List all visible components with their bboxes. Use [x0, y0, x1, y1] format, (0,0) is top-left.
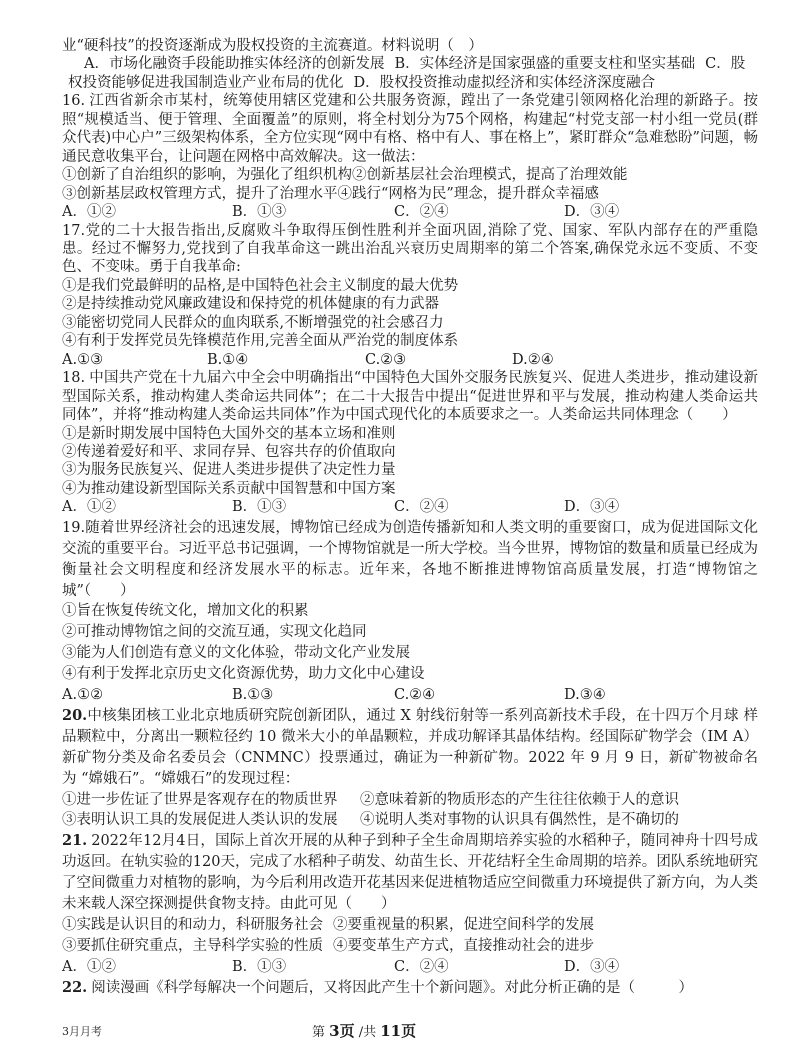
question-number: 19. [62, 519, 86, 536]
question-stem: 业“硬科技”的投资逐渐成为股权投资的主流赛道。材料说明（ ） [62, 38, 483, 54]
question-20 [62, 706, 758, 831]
statement-1: ①旨在恢复传统文化，增加文化的积累 [62, 603, 309, 620]
question-17 [62, 222, 758, 370]
statement-1: ①是我们党最鲜明的品格,是中国特色社会主义制度的最大优势 [62, 277, 459, 294]
statement-1: ①进一步佐证了世界是客观存在的物质世界 [62, 791, 338, 808]
statement-2: ②是持续推动党风廉政建设和保持党的机体健康的有力武器 [62, 296, 439, 313]
statement-1: ①创新了自治组织的影响，为强化了组织机构 [62, 167, 352, 184]
question-number: 16. [62, 93, 86, 110]
answer-choices [62, 957, 758, 978]
question-stem: 中国共产党在十九届六中全会中明确指出“中国特色大国外交服务民族复兴、促进人类进步，推动建设新型国际关系，推动构建人类命运共同体”；在二十大报告中提出“促进世界和平与发展，推动构建人类命运共同体”，并将“推动构建人类命运共同体”作为中国式现代化的本质要求之一。人类命运共同体理念（ ） [62, 370, 758, 424]
question-text [62, 706, 758, 790]
choice-a: A．①② [62, 204, 116, 221]
upper-section [62, 37, 758, 517]
statement-3: ③能密切党同人民群众的血肉联系,不断增强党的社会感召力 [62, 314, 444, 331]
question-text [62, 222, 758, 277]
option-a: A．市场化融资手段能助推实体经济的创新发展 [84, 56, 385, 73]
statement-4: ④说明人类对事物的认识具有偶然性，是不确切的 [360, 812, 679, 829]
statement-1: ①实践是认识目的和动力，科研服务社会 [62, 917, 323, 933]
option-b: B．实体经济是国家强盛的重要支柱和坚实基础 [394, 56, 696, 73]
question-stem: 党的二十大报告指出,反腐败斗争取得压倒性胜利并全面巩固,消除了党、国家、军队内部存在的严重隐患。经过不懈努力,党找到了自我革命这一跳出治乱兴衰历史周期率的第二个答案,确保党永远不变质、不变色、不变味。勇于自我革命: [62, 222, 758, 276]
question-16 [62, 92, 758, 221]
statement-2: ②意味着新的物质形态的产生往往依赖于人的意识 [360, 791, 679, 808]
choice-a: A．①② [62, 499, 116, 516]
choice-a: A.①③ [62, 351, 104, 368]
question-19 [62, 518, 758, 706]
statement-2: ②要重视量的积累，促进空间科学的发展 [333, 917, 594, 933]
statement-4: ④践行“网格为民”理念，提升群众幸福感 [337, 185, 599, 202]
answer-choices [62, 685, 758, 706]
page-content [62, 37, 758, 999]
choice-b: B.①③ [232, 687, 274, 704]
footer-exam-name: 3月月考 [62, 1025, 102, 1038]
question-number: 21. [62, 832, 88, 850]
lower-section [62, 518, 758, 999]
choice-b: B．①③ [232, 204, 287, 221]
statement-2: ②传递着爱好和平、求同存异、包容共存的价值取向 [62, 443, 396, 460]
choice-c: C.②④ [394, 687, 436, 704]
question-text [62, 978, 758, 999]
question-stem: 2022年12月4日，国际上首次开展的从种子到种子全生命周期培养实验的水稻种子，随同神舟十四号成功返回。在轨实验的120天，完成了水稻种子萌发、幼苗生长、开花结籽全生命周期的培养。团队系统地研究了空间微重力对植物的影响，为今后利用改造开花基因来促进植物适应空间微重力环境提供了新方向，为人类未来载人深空探测提供食物支持。由此可见（ ） [62, 833, 758, 913]
page-current: 3页 [329, 1022, 355, 1040]
page-prefix: 第 [312, 1025, 330, 1040]
choice-a: A．①② [62, 958, 116, 975]
question-number: 17. [62, 222, 86, 239]
choice-d: D．③④ [564, 499, 620, 516]
choice-a: A.①② [62, 687, 104, 704]
choice-c: C．②④ [394, 499, 449, 516]
choice-b: B.①④ [207, 351, 249, 368]
answer-choices [62, 203, 758, 221]
statement-4: ④有利于发挥党员先锋模范作用,完善全面从严治党的制度体系 [62, 333, 459, 350]
statement-2: ②创新基层社会治理模式，提高了治理效能 [352, 167, 628, 184]
option-c: C．股权投资能够促进我国制造业产业布局的优化 [68, 56, 746, 91]
question-18 [62, 369, 758, 517]
choice-d: D.②④ [512, 351, 554, 368]
statement-3: ③为服务民族复兴、促进人类进步提供了决定性力量 [62, 462, 396, 479]
statement-grid [62, 915, 758, 957]
statement-3: ③能为人们创造有意义的文化体验，带动文化产业发展 [62, 645, 410, 662]
question-22 [62, 978, 758, 999]
statement-4: ④有利于发挥北京历史文化资源优势，助力文化中心建设 [62, 666, 425, 683]
page-separator: /共 [354, 1025, 381, 1040]
option-d: D．股权投资推动虚拟经济和实体经济深度融合 [353, 74, 656, 91]
answer-choices [62, 498, 758, 516]
question-text [62, 369, 758, 424]
choice-c: C．②④ [394, 204, 449, 221]
statement-1: ①是新时期发展中国特色大国外交的基本立场和准则 [62, 425, 396, 442]
question-stem: 中核集团核工业北京地质研究院创新团队，通过 X 射线衍射等一系列高新技术手段，在十四万个月球 样品颗粒中，分离出一颗粒径约 10 微米大小的单晶颗粒，并成功解译其晶体结构。经国际矿物学会（IM A）新矿物分类及命名委员会（CNMNC）投票通过，确证为一种新矿物。2022 年 9 月 9 日，新矿物被命名 为 “嫦娥石”。“嫦娥石”的发现过程： [62, 707, 758, 787]
question-number: 22. [62, 978, 88, 996]
choice-b: B．①③ [232, 958, 287, 975]
choice-b: B．①③ [232, 499, 287, 516]
question-text [62, 831, 758, 915]
choice-d: D．③④ [564, 204, 620, 221]
answer-choices [62, 351, 758, 369]
choice-d: D．③④ [564, 958, 620, 975]
choice-d: D.③④ [564, 687, 606, 704]
statement-row [62, 185, 758, 203]
question-text [62, 518, 758, 602]
statement-3: ③表明认识工具的发展促进人类认识的发展 [62, 812, 338, 829]
question-stem: 随着世界经济社会的迅速发展，博物馆已经成为创造传播新知和人类文明的重要窗口，成为促进国际文化交流的重要平台。习近平总书记强调，一个博物馆就是一所大学校。当今世界，博物馆的数量和质量已经成为衡量社会文明程度和经济发展水平的标志。近年来，各地不断推进博物馆高质量发展，打造“博物馆之城”（ ） [62, 519, 758, 599]
question-stem: 江西省新余市某村，统筹使用辖区党建和公共服务资源，蹚出了一条党建引领网格化治理的新路子。按照“规模适当、便于管理、全面覆盖”的原则，将全村划分为75个网格，构建起“村党支部一村小组一党员(群众代表)中心户”三级架构体系，全方位实现“网中有格、格中有人、事在格上”，紧盯群众“急难愁盼”问题，畅通民意收集平台，让问题在网格中高效解决。这一做法： [62, 93, 758, 165]
question-15-continued [62, 37, 758, 92]
answer-options [62, 55, 758, 92]
statement-row [62, 166, 758, 184]
statement-3: ③要抓住研究重点，主导科学实验的性质 [62, 937, 323, 954]
choice-c: C．②④ [394, 958, 449, 975]
question-stem: 阅读漫画《科学每解决一个问题后，又将因此产生十个新问题》。对此分析正确的是（ ） [91, 979, 693, 996]
question-number: 18. [62, 370, 86, 387]
statement-2: ②可推动博物馆之间的交流互通，实现文化趋同 [62, 624, 367, 641]
page-total: 11页 [380, 1022, 417, 1040]
statement-grid [62, 790, 758, 832]
question-text [62, 92, 758, 166]
choice-c: C.②③ [365, 351, 407, 368]
statement-4: ④要变革生产方式，直接推动社会的进步 [333, 937, 594, 954]
question-number: 20. [62, 706, 88, 724]
statement-3: ③创新基层政权管理方式，提升了治理水平 [62, 185, 338, 202]
question-21 [62, 831, 758, 977]
statement-4: ④为推动建设新型国际关系贡献中国智慧和中国方案 [62, 480, 396, 497]
footer-page-number [312, 1022, 416, 1042]
